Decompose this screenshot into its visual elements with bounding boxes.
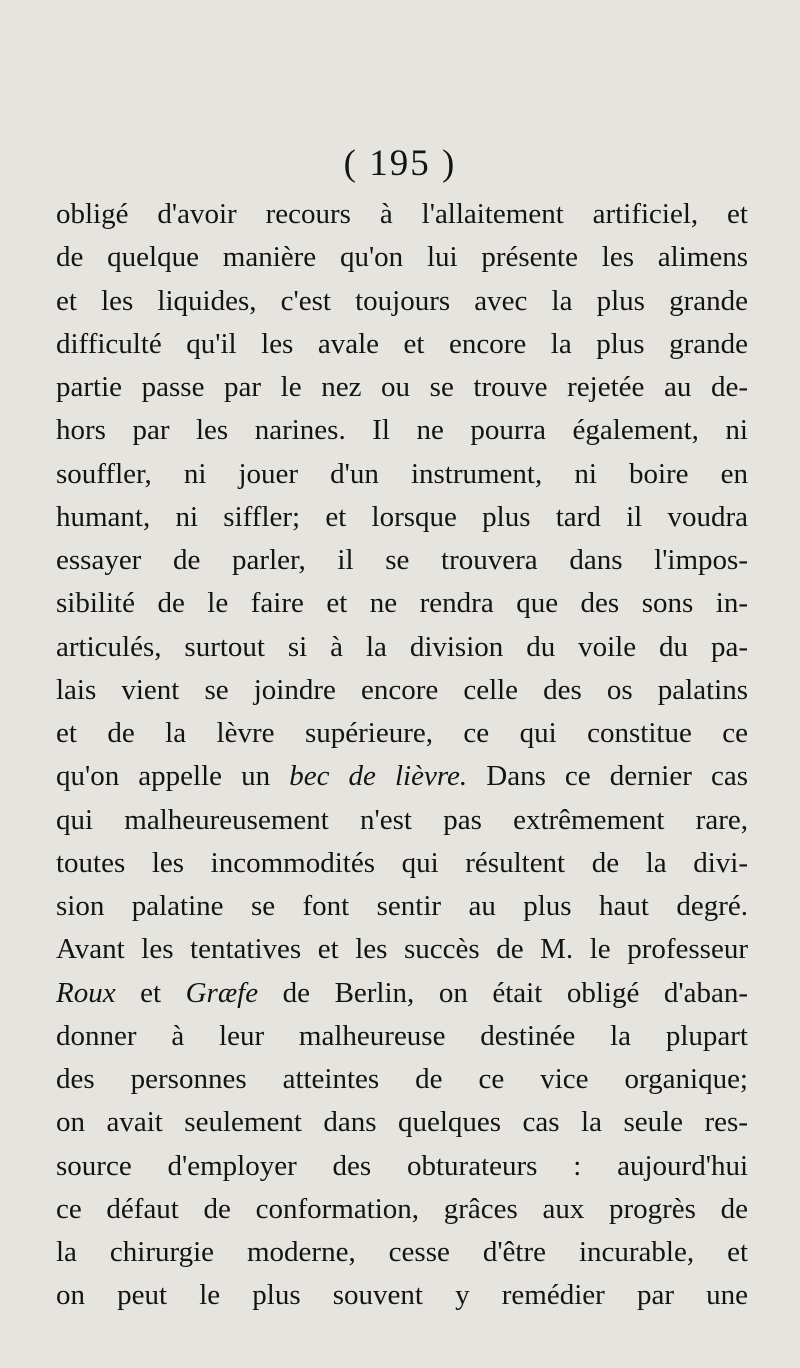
italic-name: Græfe: [185, 976, 259, 1009]
text-line: sion palatine se font sentir au plus haut degré.: [56, 890, 748, 922]
text-line: donner à leur malheureuse destinée la plupart: [56, 1019, 748, 1052]
text-line: et les liquides, c'est toujours avec la plus grande: [56, 284, 748, 317]
body-text: [56, 193, 748, 1318]
text-line: qui malheureusement n'est pas extrêmement rare,: [56, 803, 748, 836]
text-line: souffler, ni jouer d'un instrument, ni boire en: [56, 457, 748, 490]
text-line: on peut le plus souvent y remédier par une: [56, 1279, 748, 1312]
text-line: ce défaut de conformation, grâces aux progrès de: [56, 1192, 748, 1225]
text-line: des personnes atteintes de ce vice organique;: [56, 1063, 748, 1095]
text-line: difficulté qu'il les avale et encore la plus grande: [56, 327, 748, 360]
text-line: la chirurgie moderne, cesse d'être incurable, et: [56, 1236, 748, 1268]
text-line: toutes les incommodités qui résultent de la divi-: [56, 846, 748, 879]
text-line-with-italic: [56, 755, 748, 798]
text-segment: et: [115, 976, 186, 1009]
text-line: essayer de parler, il se trouvera dans l'impos-: [56, 544, 748, 576]
text-line: humant, ni siffler; et lorsque plus tard il voudra: [56, 500, 748, 533]
text-line-with-italic: [56, 972, 748, 1015]
text-line: obligé d'avoir recours à l'allaitement artificiel, et: [56, 198, 748, 230]
text-line: source d'employer des obturateurs : aujourd'hui: [56, 1149, 748, 1182]
text-line: partie passe par le nez ou se trouve rejetée au de-: [56, 371, 748, 403]
italic-name: Roux: [56, 976, 116, 1009]
text-line: hors par les narines. Il ne pourra également, ni: [56, 414, 748, 447]
text-segment: Dans ce dernier cas: [467, 760, 748, 793]
text-line: on avait seulement dans quelques cas la seule res-: [56, 1106, 748, 1139]
text-segment: de Berlin, on était obligé d'aban-: [258, 976, 748, 1009]
text-line: articulés, surtout si à la division du voile du pa-: [56, 630, 748, 663]
text-line: Avant les tentatives et les succès de M. le professeur: [56, 933, 748, 966]
text-line: sibilité de le faire et ne rendra que des sons in-: [56, 587, 748, 620]
italic-term: bec de lièvre.: [289, 760, 468, 793]
text-line: lais vient se joindre encore celle des os palatins: [56, 673, 748, 706]
page-number: ( 195 ): [343, 143, 457, 184]
text-segment: qu'on appelle un: [56, 760, 290, 793]
text-line: de quelque manière qu'on lui présente les alimens: [56, 241, 748, 274]
text-line: et de la lèvre supérieure, ce qui constitue ce: [56, 717, 748, 749]
